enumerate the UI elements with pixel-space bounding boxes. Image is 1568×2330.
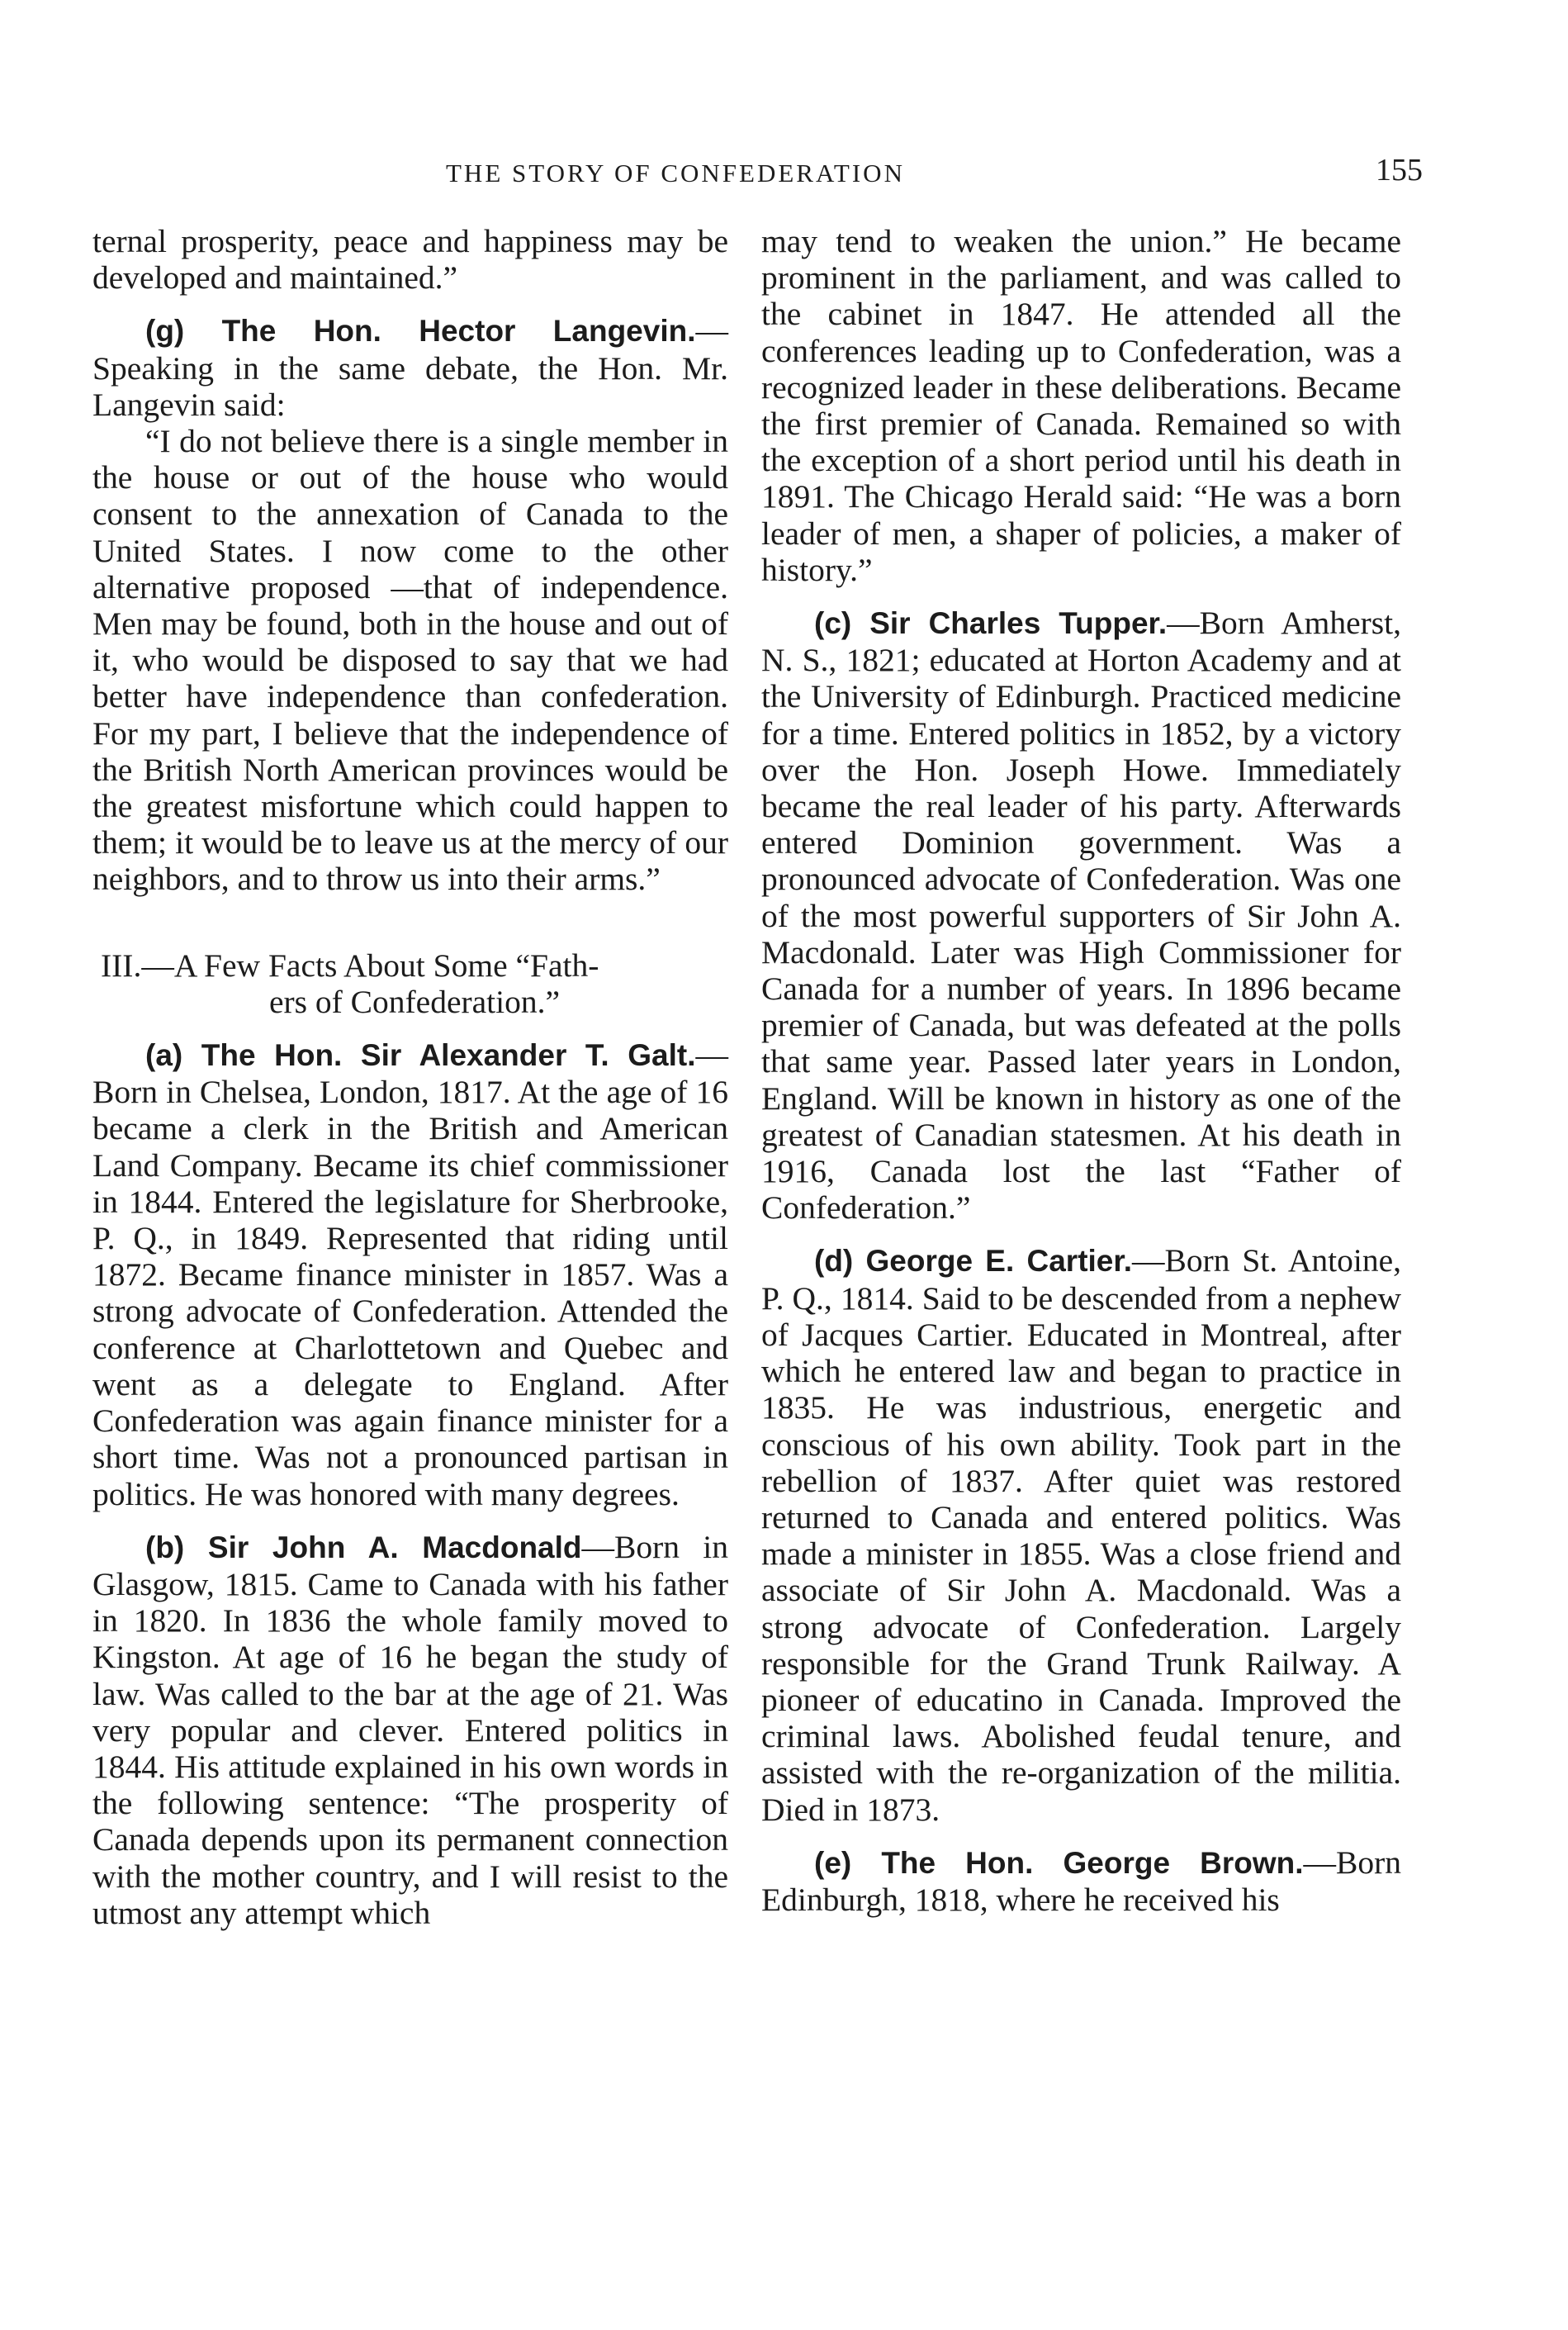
entry-langevin bbox=[92, 312, 728, 423]
running-title: THE STORY OF CONFEDERATION bbox=[446, 159, 905, 187]
section-heading-line1: III.—A Few Facts About Some “Fath- bbox=[101, 947, 599, 984]
entry-text: —Born Amherst, N. S., 1821; educated at Horton Academy and at the University of Edinburgh. Practiced medicine for a time. Entered politics in 1852, by a victory over the Hon. Joseph Howe. Immediately became the real leader of his party. Afterwards entered Dominion government. Was a pronounced advocate of Confederation. Was one of the most powerful supporters of Sir John A. Macdonald. Later was High Commissioner for Canada for a number of years. In 1896 became premier of Canada, but was defeated at the polls that same year. Passed later years in London, England. Will be known in history as one of the greatest of Canadian statesmen. At his death in 1916, Canada lost the last “Father of Confederation.” bbox=[761, 605, 1401, 1227]
left-column bbox=[92, 223, 728, 1931]
entry-text: —Born Edinburgh, 1818, where he received his bbox=[761, 1844, 1401, 1918]
entry-label: (b) Sir John A. Macdonald bbox=[145, 1530, 582, 1564]
entry-label: (e) The Hon. George Brown. bbox=[814, 1845, 1304, 1880]
entry-cartier bbox=[761, 1242, 1401, 1827]
entry-text: —Born in Glasgow, 1815. Came to Canada with his father in 1820. In 1836 the whole family moved to Kingston. At age of 16 he began the study of law. Was called to the bar at the age of 21. Was very popular and clever. Entered politics in 1844. His attitude explained in his own words in the following sentence: “The prosperity of Canada depends upon its permanent connection with the mother country, and I will resist to the utmost any attempt which bbox=[92, 1528, 728, 1931]
entry-text: —Born St. Antoine, P. Q., 1814. Said to be descended from a nephew of Jacques Cartier. Educated in Montreal, after which he entered law and began to practice in 1835. He was industrious, energetic and conscious of his own ability. Took part in the rebellion of 1837. After quiet was restored returned to Canada and entered politics. Was made a minister in 1855. Was a close friend and associate of Sir John A. Macdonald. Was a strong advocate of Confederation. Largely responsible for the Grand Trunk Railway. A pioneer of educatino in Canada. Improved the criminal laws. Abolished feudal tenure, and assisted with the re-organization of the militia. Died in 1873. bbox=[761, 1242, 1401, 1828]
entry-label: (d) George E. Cartier. bbox=[814, 1244, 1133, 1279]
paragraph-text: ternal prosperity, peace and happiness may be developed and maintained.” bbox=[92, 223, 728, 297]
entry-label: (c) Sir Charles Tupper. bbox=[814, 606, 1168, 641]
entry-label: (g) The Hon. Hector Langevin. bbox=[145, 314, 696, 349]
section-heading bbox=[92, 947, 728, 1020]
section-heading-line2: ers of Confederation.” bbox=[268, 983, 561, 1020]
entry-text: —Born in Chelsea, London, 1817. At the age of 16 became a clerk in the British and American Land Company. Became its chief commissioner in 1844. Entered the legislature for Sherbrooke, P. Q., in 1849. Represented that riding until 1872. Became finance minister in 1857. Was a strong advocate of Confederation. Attended the conference at Charlottetown and Quebec and went as a delegate to England. After Confederation was again finance minister for a short time. Was not a pronounced partisan in politics. He was honored with many degrees. bbox=[92, 1037, 728, 1512]
entry-brown bbox=[761, 1844, 1401, 1918]
entry-macdonald bbox=[92, 1529, 728, 1931]
quote-text: “I do not believe there is a single member in the house or out of the house who would consent to the annexation of Canada to the United States. I now come to the other alternative proposed —that of independence. Men may be found, both in the house and out of it, who would be disposed to say that we had better have independence than confederation. For my part, I believe that the independence of the British North American provinces would be the greatest misfortune which could happen to them; it would be to leave us at the mercy of our neighbors, and to throw us into their arms.” bbox=[92, 423, 728, 898]
entry-text: — Speaking in the same debate, the Hon. Mr. Langevin said: bbox=[92, 312, 728, 423]
entry-galt bbox=[92, 1037, 728, 1512]
entry-tupper bbox=[761, 605, 1401, 1226]
page-number: 155 bbox=[1376, 153, 1423, 187]
continued-paragraph bbox=[761, 223, 1401, 588]
paragraph-text: may tend to weaken the union.” He became prominent in the parliament, and was called to the cabinet in 1847. He attended all the conferences leading up to Confederation, was a recognized leader in these deliberations. Became the first premier of Canada. Remained so with the exception of a short period until his death in 1891. The Chicago Herald said: “He was a born leader of men, a shaper of policies, a maker of history.” bbox=[761, 223, 1401, 588]
right-column bbox=[761, 223, 1401, 1918]
langevin-quote bbox=[92, 423, 728, 898]
page-header bbox=[0, 150, 1568, 200]
entry-label: (a) The Hon. Sir Alexander T. Galt. bbox=[145, 1038, 696, 1073]
continued-paragraph bbox=[92, 223, 728, 296]
